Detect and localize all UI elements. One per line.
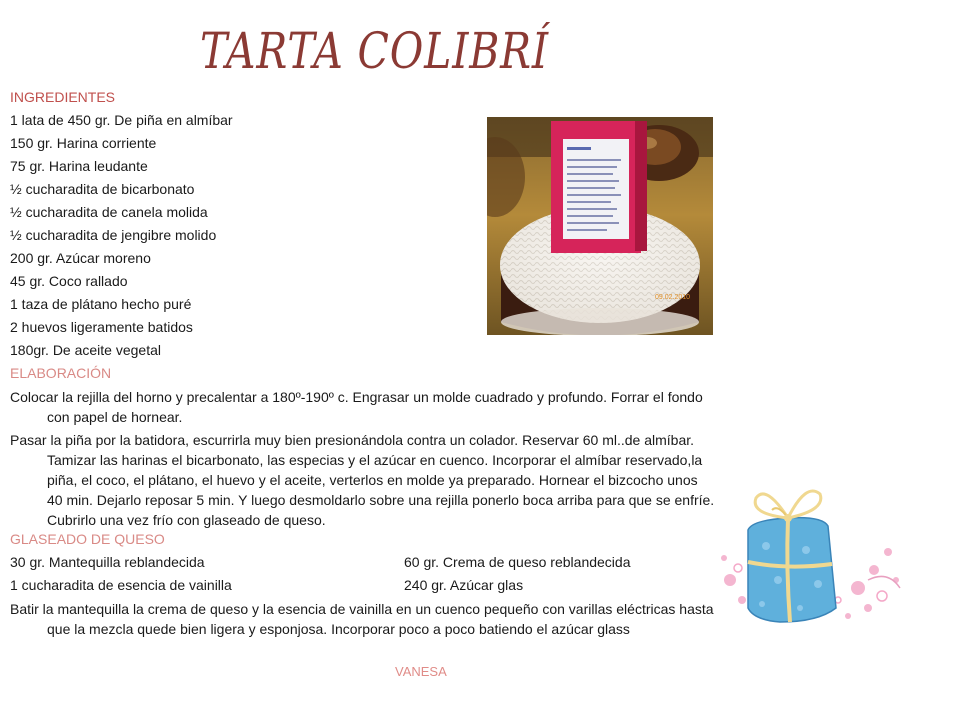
- frosting-item: 60 gr. Crema de queso reblandecida: [404, 554, 631, 570]
- ingredient-item: 200 gr. Azúcar moreno: [10, 250, 151, 266]
- gift-box-illustration: [718, 480, 908, 630]
- svg-text:09.02.2010: 09.02.2010: [655, 294, 691, 301]
- ingredients-heading: INGREDIENTES: [10, 89, 116, 105]
- ingredient-item: 1 lata de 450 gr. De piña en almíbar: [10, 112, 233, 128]
- preparation-heading: ELABORACIÓN: [10, 365, 112, 381]
- ingredient-item: 1 taza de plátano hecho puré: [10, 296, 192, 312]
- frosting-item: 30 gr. Mantequilla reblandecida: [10, 554, 205, 570]
- frosting-instructions: Batir la mantequilla la crema de queso y la esencia de vainilla en un cuenco pequeño con varillas eléctricas hasta que la mezcla quede bien ligera y esponjosa. Incorporar poco a poco batiendo el azúcar glass: [10, 601, 714, 637]
- ingredient-item: ½ cucharadita de canela molida: [10, 204, 208, 220]
- cake-photo: [487, 117, 713, 335]
- frosting-item: 1 cucharadita de esencia de vainilla: [10, 577, 232, 593]
- page-title: TARTA COLIBRÍ: [200, 22, 549, 80]
- author-footer: VANESA: [395, 664, 447, 679]
- frosting-row: [10, 574, 710, 597]
- preparation-step: Pasar la piña por la batidora, escurrirla muy bien presionándola contra un colador. Reservar 60 ml..de almíbar. Tamizar las harinas el bicarbonato, las especias y el azúcar en cuenco. Incorporar el almíbar reservado,la piña, el coco, el plátano, el huevo y el aceite, verterlos en molde ya preparado. Hornear el bizcocho unos 40 min. Dejarlo reposar 5 min. Y luego desmoldarlo sobre una rejilla ponerlo boca arriba para que se enfríe. Cubrirlo una vez frío con glaseado de queso.: [10, 432, 715, 528]
- ingredient-item: 45 gr. Coco rallado: [10, 273, 128, 289]
- ingredient-item: ½ cucharadita de jengibre molido: [10, 227, 217, 243]
- frosting-row: [10, 551, 710, 574]
- preparation-step: Colocar la rejilla del horno y precalentar a 180º-190º c. Engrasar un molde cuadrado y profundo. Forrar el fondo con papel de hornear.: [10, 389, 703, 425]
- ingredient-item: 75 gr. Harina leudante: [10, 158, 148, 174]
- ingredient-item: 150 gr. Harina corriente: [10, 135, 157, 151]
- ingredient-item: 2 huevos ligeramente batidos: [10, 319, 193, 335]
- frosting-heading: GLASEADO DE QUESO: [10, 531, 165, 547]
- frosting-item: 240 gr. Azúcar glas: [404, 577, 524, 593]
- ingredient-item: ½ cucharadita de bicarbonato: [10, 181, 195, 197]
- ingredient-item: 180gr. De aceite vegetal: [10, 342, 161, 358]
